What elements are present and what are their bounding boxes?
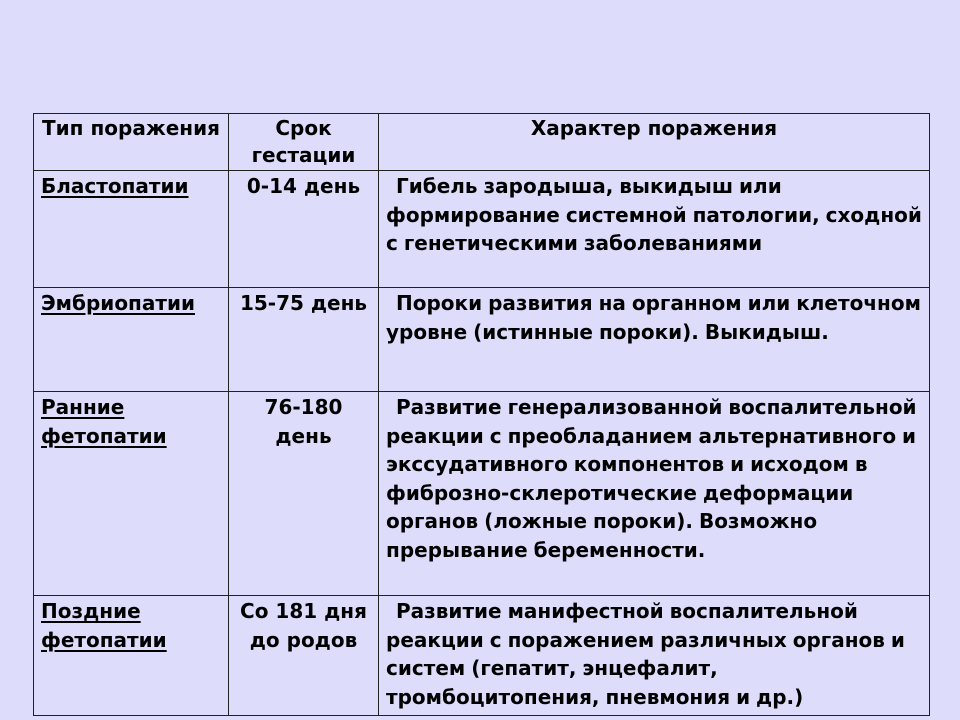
header-term: Срок гестации bbox=[229, 114, 379, 171]
term-cell bbox=[229, 288, 379, 392]
header-character: Характер поражения bbox=[379, 114, 930, 171]
pathology-table bbox=[33, 113, 930, 716]
term-value: 0-14 день bbox=[246, 174, 361, 198]
table-row bbox=[34, 288, 930, 392]
type-cell bbox=[34, 596, 229, 716]
type-cell bbox=[34, 288, 229, 392]
type-cell bbox=[34, 392, 229, 596]
character-text: Пороки развития на органном или клеточном уровне (истинные пороки). Выкидыш. bbox=[386, 291, 921, 344]
table-row bbox=[34, 171, 930, 288]
type-name: Эмбриопатии bbox=[41, 291, 195, 315]
character-text: Гибель зародыша, выкидыш или формирование системной патологии, сходной с генетическими заболеваниями bbox=[386, 174, 922, 255]
term-value: 15-75 день bbox=[239, 291, 368, 315]
term-value: 76-180 день bbox=[264, 395, 343, 448]
character-cell bbox=[379, 596, 930, 716]
table-row bbox=[34, 596, 930, 716]
type-name: Бластопатии bbox=[41, 174, 189, 198]
character-text: Развитие манифестной воспалительной реакции с поражением различных органов и систем (гепатит, энцефалит, тромбоцитопения, пневмония и др.) bbox=[386, 599, 905, 709]
character-cell bbox=[379, 392, 930, 596]
character-text: Развитие генерализованной воспалительной реакции с преобладанием альтернативного и экссудативного компонентов и исходом в фиброзно-склеротические деформации органов (ложные пороки). Возможно прерывание беременности. bbox=[386, 395, 917, 562]
table-row bbox=[34, 392, 930, 596]
term-cell bbox=[229, 171, 379, 288]
type-name: Поздние фетопатии bbox=[41, 599, 167, 652]
character-cell bbox=[379, 288, 930, 392]
table-header-row bbox=[34, 114, 930, 171]
term-cell bbox=[229, 596, 379, 716]
character-cell bbox=[379, 171, 930, 288]
term-value: Со 181 дня до родов bbox=[240, 599, 367, 652]
type-name: Ранние фетопатии bbox=[41, 395, 167, 448]
type-cell bbox=[34, 171, 229, 288]
term-cell bbox=[229, 392, 379, 596]
header-type: Тип поражения bbox=[34, 114, 229, 171]
